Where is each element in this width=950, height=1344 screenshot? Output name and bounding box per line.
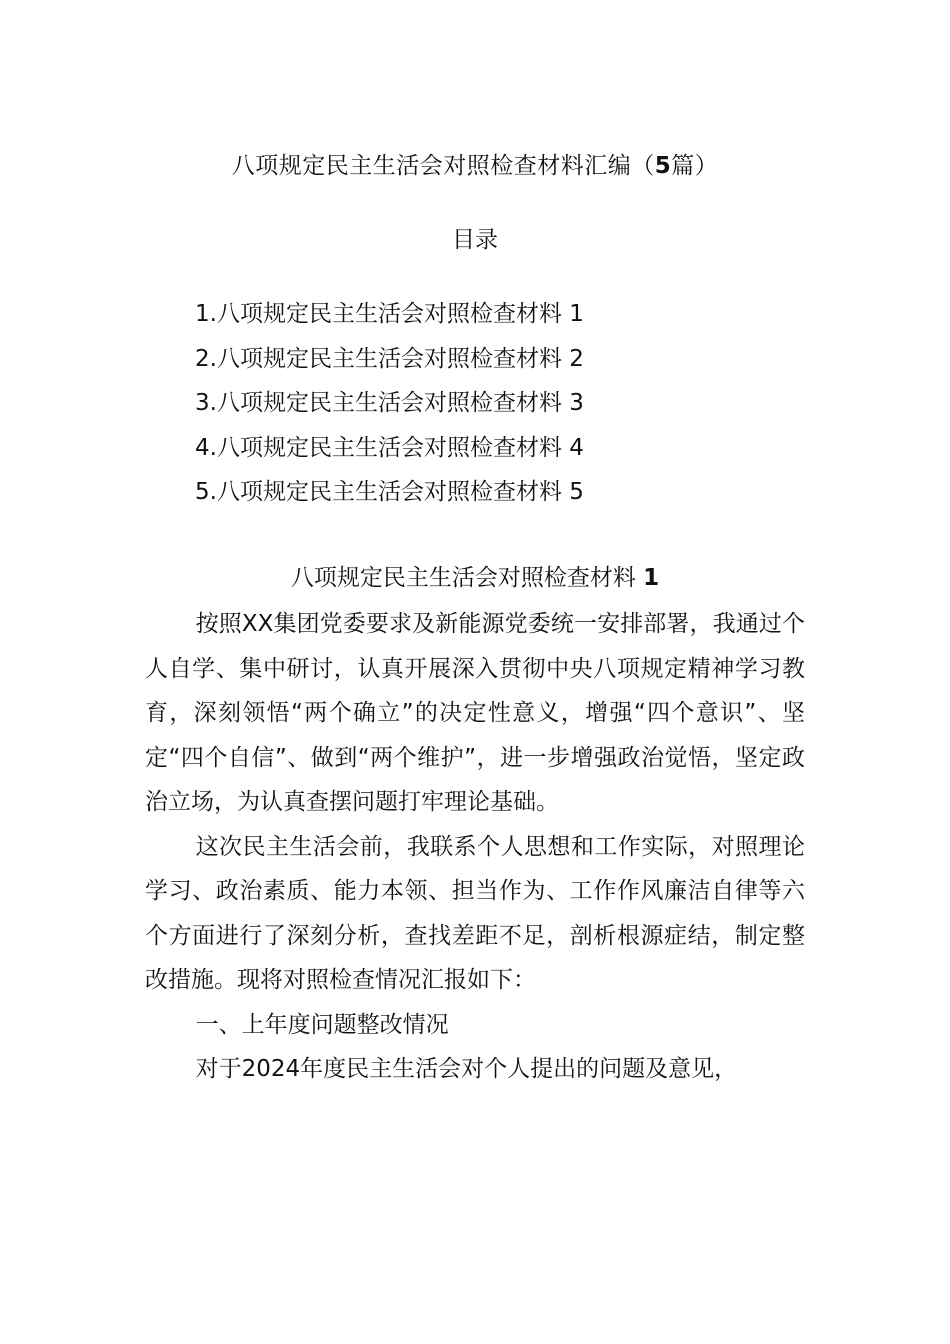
paragraph-3-heading: 一、上年度问题整改情况	[195, 1011, 449, 1038]
section-title-number: 1	[643, 565, 660, 591]
title-count: 5	[654, 153, 672, 179]
toc-item-2[interactable]: 2.八项规定民主生活会对照检查材料 2	[195, 345, 584, 372]
table-of-contents	[195, 292, 584, 515]
section-title	[0, 560, 950, 596]
section-title-text: 八项规定民主生活会对照检查材料	[290, 565, 636, 591]
paragraph-2: 这次民主生活会前，我联系个人思想和工作实际，对照理论学习、政治素质、能力本领、担当作为、工作作风廉洁自律等六个方面进行了深刻分析，查找差距不足，剖析根源症结，制定整改措施。现将对照检查情况汇报如下：	[145, 833, 805, 993]
toc-item-5[interactable]: 5.八项规定民主生活会对照检查材料 5	[195, 479, 584, 505]
toc-heading: 目录	[452, 227, 498, 253]
paragraph-4: 对于2024年度民主生活会对个人提出的问题及意见，	[195, 1056, 738, 1082]
toc-item-4[interactable]: 4.八项规定民主生活会对照检查材料 4	[195, 434, 584, 461]
toc-item-3[interactable]: 3.八项规定民主生活会对照检查材料 3	[195, 390, 584, 416]
document-title	[0, 148, 950, 184]
title-text: 八项规定民主生活会对照检查材料汇编（	[231, 153, 655, 179]
toc-item-1[interactable]: 1.八项规定民主生活会对照检查材料 1	[195, 301, 584, 327]
body-text	[145, 602, 805, 1092]
paragraph-1: 按照XX集团党委要求及新能源党委统一安排部署，我通过个人自学、集中研讨，认真开展深入贯彻中央八项规定精神学习教育，深刻领悟“两个确立”的决定性意义，增强“四个意识”、坚定“四个自信”、做到“两个维护”，进一步增强政治觉悟，坚定政治立场，为认真查摆问题打牢理论基础。	[145, 611, 805, 815]
title-suffix: 篇）	[671, 153, 719, 179]
